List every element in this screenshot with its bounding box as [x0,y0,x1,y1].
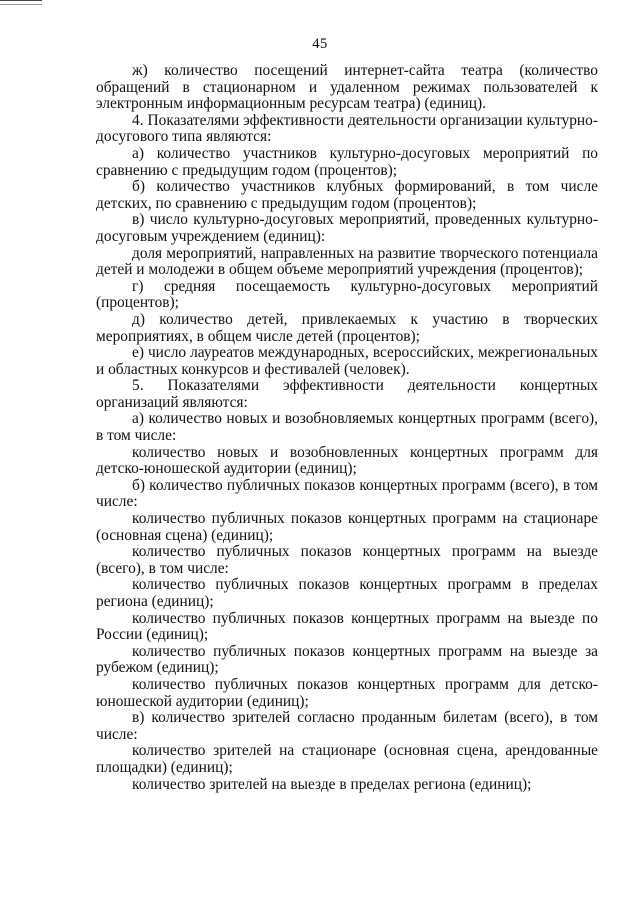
paragraph-youth-events-share: доля мероприятий, направленных на развитие творческого потенциала детей и молодежи в общем объеме мероприятий учреждения (процентов); [96,244,598,279]
paragraph-5b-public-shows: б) количество публичных показов концертных программ (всего), в том числе: [96,476,598,511]
scan-edge-mark [0,0,42,5]
paragraph-5v-spectators: в) количество зрителей согласно проданным билетам (всего), в том числе: [96,709,598,743]
paragraph-shows-abroad: количество публичных показов концертных программ на выезде за рубежом (единиц); [96,642,598,677]
paragraph-spectators-main-stage: количество зрителей на стационаре (основная сцена, арендованные площадки) (единиц); [96,742,598,776]
paragraph-shows-youth: количество публичных показов концертных программ для детско-юношеской аудитории (единиц); [96,675,598,710]
paragraph-4a-participants: а) количество участников культурно-досуговых мероприятий по сравнению с предыдущим годом (процентов); [96,144,598,179]
document-body [96,63,598,793]
paragraph-shows-touring: количество публичных показов концертных программ на выезде (всего), в том числе: [96,543,598,577]
paragraph-spectators-region: количество зрителей на выезде в пределах региона (единиц); [132,775,532,793]
paragraph-shows-region: количество публичных показов концертных программ в пределах региона (единиц); [96,576,598,610]
paragraph-zh-website-visits: ж) количество посещений интернет-сайта театра (количество обращений в стационарном и удаленном режимах пользователей к электронным информационным ресурсам театра) (единиц). [96,62,598,113]
paragraph-youth-programs: количество новых и возобновленных концертных программ для детско-юношеской аудитории (единиц); [96,443,598,478]
paragraph-4g-attendance: г) средняя посещаемость культурно-досуговых мероприятий (процентов); [96,277,598,312]
paragraph-4d-children: д) количество детей, привлекаемых к участию в творческих мероприятиях, в общем числе детей (процентов); [96,310,598,345]
paragraph-4b-club-members: б) количество участников клубных формирований, в том числе детских, по сравнению с предыдущим годом (процентов); [96,178,598,212]
paragraph-section-4-heading: 4. Показателями эффективности деятельности организации культурно-досугового типа являются: [96,111,598,146]
paragraph-shows-russia: количество публичных показов концертных программ на выезде по России (единиц); [96,609,598,644]
paragraph-section-5-heading: 5. Показателями эффективности деятельности концертных организаций являются: [96,377,598,411]
paragraph-4e-laureates: е) число лауреатов международных, всероссийских, межрегиональных и областных конкурсов и фестивалей (человек). [96,344,598,378]
paragraph-shows-main-stage: количество публичных показов концертных программ на стационаре (основная сцена) (единиц); [96,510,598,544]
paragraph-5a-new-programs: а) количество новых и возобновляемых концертных программ (всего), в том числе: [96,410,598,445]
paragraph-4v-events-count: в) число культурно-досуговых мероприятий, проведенных культурно-досуговым учреждением (единиц): [96,211,598,245]
page-number: 45 [312,36,328,52]
